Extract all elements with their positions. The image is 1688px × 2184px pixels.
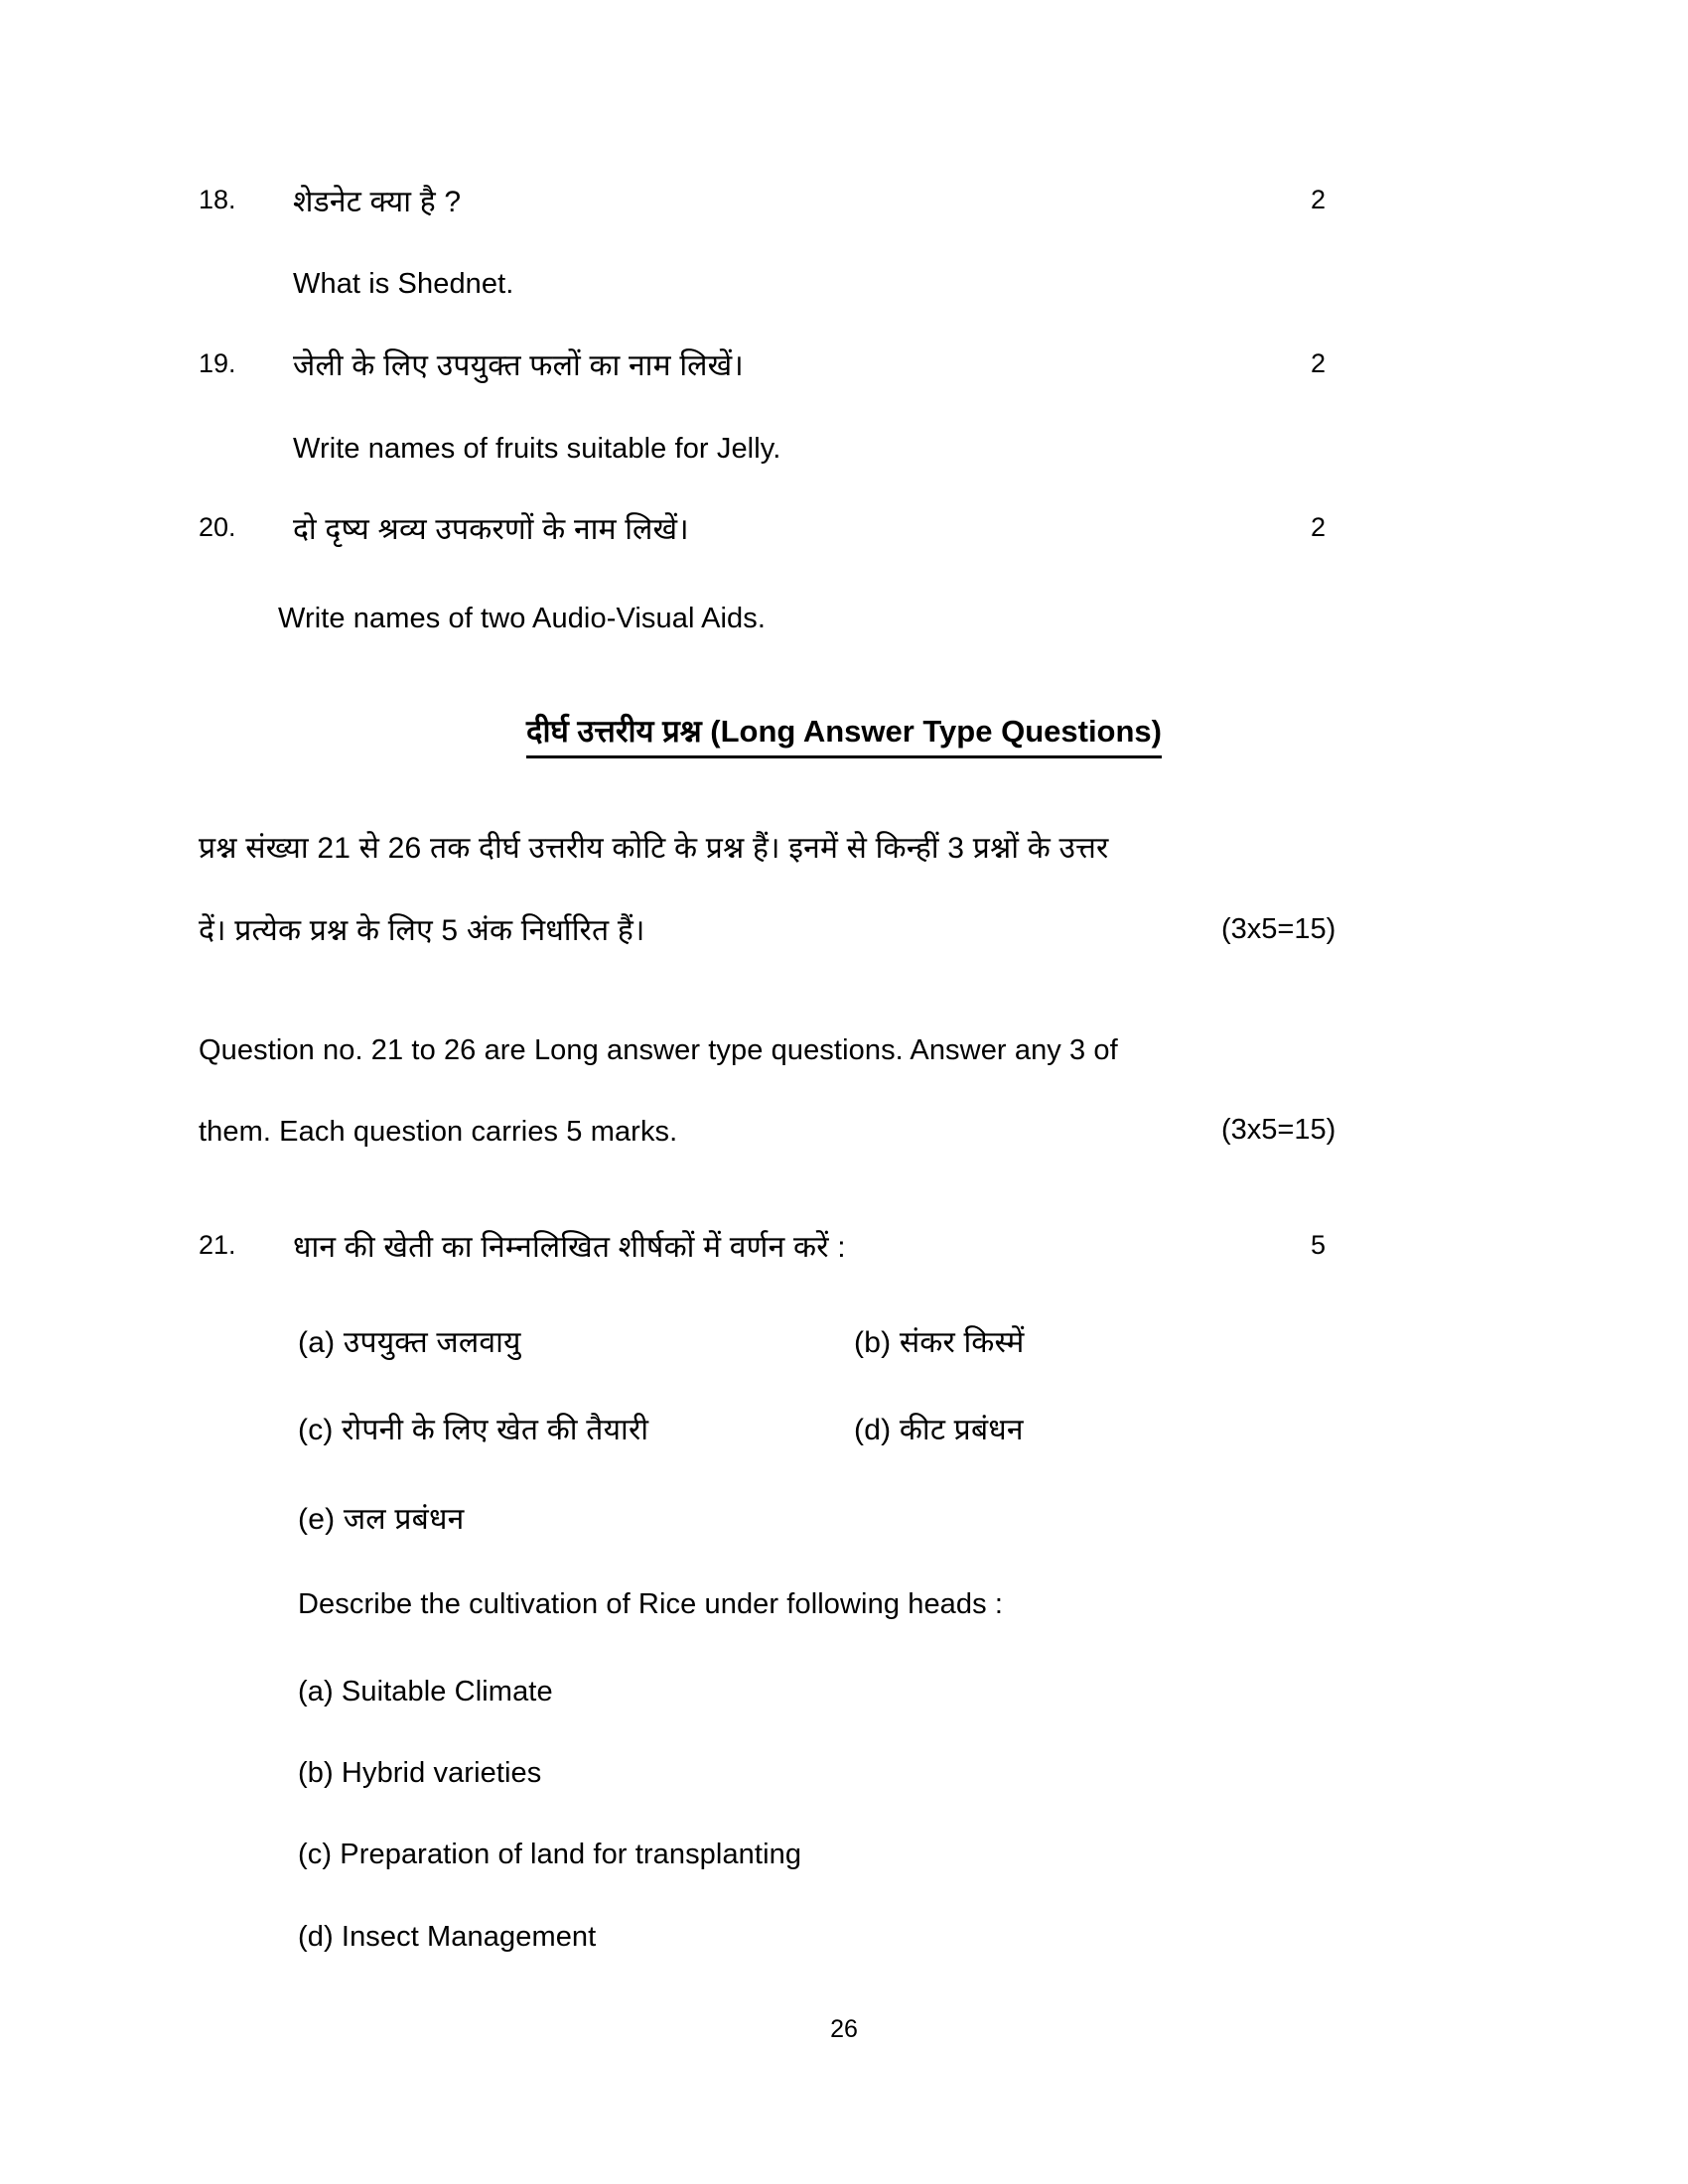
instruction-english-line-1: Question no. 21 to 26 are Long answer type questions. Answer any 3 of — [199, 1034, 1118, 1066]
question-21-hindi-item-e — [298, 1497, 464, 1538]
section-heading-hindi: दीर्घ उत्तरीय प्रश्न — [525, 714, 711, 749]
question-21-hindi-item-b-label: (b) — [854, 1326, 892, 1359]
question-21-hindi-item-d-label: (d) — [854, 1414, 892, 1446]
question-21-english-item-a-text: Suitable Climate — [341, 1676, 553, 1707]
question-21-hindi-item-b-text: संकर किस्में — [899, 1326, 1025, 1359]
question-21-english-item-b-text: Hybrid varieties — [341, 1757, 542, 1789]
question-21-hindi-item-c-label: (c) — [298, 1414, 334, 1446]
question-21-hindi-item-d-text: कीट प्रबंधन — [899, 1414, 1024, 1446]
question-21-english-item-a-label: (a) — [298, 1676, 334, 1707]
question-19-marks: 2 — [1311, 348, 1327, 378]
question-21-english-item-c — [298, 1839, 801, 1871]
question-21-hindi-item-a-text: उपयुक्त जलवायु — [343, 1326, 521, 1359]
question-20-marks: 2 — [1311, 512, 1327, 542]
question-21-hindi-item-a — [298, 1320, 521, 1361]
question-21-english-item-b-label: (b) — [298, 1757, 334, 1789]
question-21-english-stem: Describe the cultivation of Rice under following heads : — [298, 1588, 1004, 1620]
question-21-english-item-c-text: Preparation of land for transplanting — [340, 1839, 802, 1870]
section-heading-inner — [526, 710, 1162, 758]
instruction-hindi-line-2: दें। प्रत्येक प्रश्न के लिए 5 अंक निर्धारित हैं। — [199, 914, 645, 947]
question-21-hindi-item-d — [854, 1408, 1024, 1448]
question-21-english-item-a — [298, 1676, 553, 1708]
question-18-english: What is Shednet. — [293, 268, 514, 300]
question-21-english-item-b — [298, 1757, 541, 1790]
question-18-marks: 2 — [1311, 185, 1327, 214]
question-21-number: 21. — [199, 1230, 236, 1260]
question-21-english-item-d-text: Insect Management — [341, 1921, 597, 1953]
instruction-hindi-line-1: प्रश्न संख्या 21 से 26 तक दीर्घ उत्तरीय कोटि के प्रश्न हैं। इनमें से किन्हीं 3 प्रश्नों के उत्तर — [199, 832, 1109, 865]
question-18-hindi: शेडनेट क्या है ? — [293, 186, 462, 218]
question-21-hindi-item-a-label: (a) — [298, 1326, 336, 1359]
question-21-hindi-item-c-text: रोपनी के लिए खेत की तैयारी — [342, 1414, 649, 1446]
question-19-english: Write names of fruits suitable for Jelly. — [293, 433, 781, 465]
question-21-hindi-item-c — [298, 1408, 648, 1448]
page-number: 26 — [830, 2015, 858, 2043]
question-20-hindi: दो दृष्य श्रव्य उपकरणों के नाम लिखें। — [293, 513, 689, 546]
question-21-hindi-item-e-label: (e) — [298, 1503, 336, 1536]
question-19-number: 19. — [199, 348, 236, 378]
instruction-english-marks: (3x5=15) — [1221, 1114, 1336, 1146]
instruction-hindi-marks: (3x5=15) — [1221, 913, 1336, 945]
question-18-number: 18. — [199, 185, 236, 214]
section-heading — [0, 710, 1688, 758]
question-19-hindi: जेली के लिए उपयुक्त फलों का नाम लिखें। — [293, 349, 744, 382]
question-20-number: 20. — [199, 512, 236, 542]
question-21-marks: 5 — [1311, 1230, 1327, 1260]
section-heading-english: (Long Answer Type Questions) — [710, 714, 1162, 749]
instruction-english-line-2: them. Each question carries 5 marks. — [199, 1116, 678, 1148]
question-21-english-item-d-label: (d) — [298, 1921, 334, 1953]
question-20-english: Write names of two Audio-Visual Aids. — [278, 603, 767, 634]
question-21-hindi-item-b — [854, 1320, 1025, 1361]
question-21-english-item-c-label: (c) — [298, 1839, 333, 1870]
question-21-hindi-stem: धान की खेती का निम्नलिखित शीर्षकों में वर्णन करें : — [293, 1231, 846, 1264]
question-21-english-item-d — [298, 1921, 596, 1954]
question-21-hindi-item-e-text: जल प्रबंधन — [343, 1503, 465, 1536]
